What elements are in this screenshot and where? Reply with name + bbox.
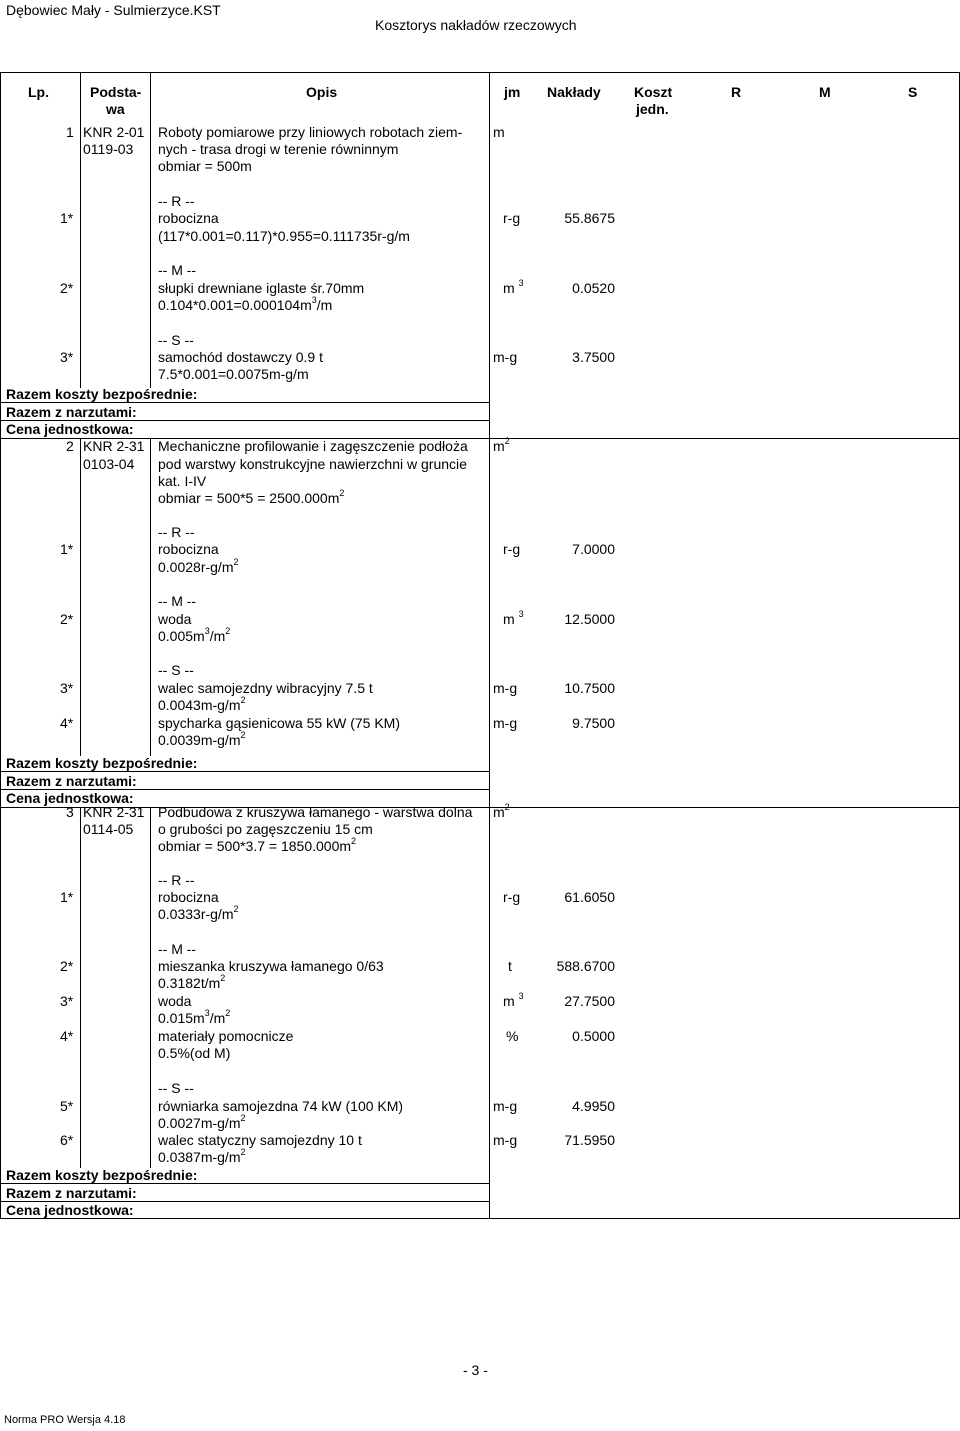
resource-norm: 0.5%(od M) bbox=[158, 1045, 231, 1061]
summary-unit-price: Cena jednostkowa: bbox=[6, 421, 134, 437]
position-measure: obmiar = $500*3.7 = 1850.000m^2$ bbox=[158, 836, 357, 854]
position-unit: m bbox=[493, 124, 505, 140]
resource-unit: m $^3$ bbox=[503, 609, 524, 627]
position-basis: KNR 2-01 bbox=[83, 124, 145, 140]
col-lp: Lp. bbox=[28, 84, 49, 100]
col-opis: Opis bbox=[306, 84, 338, 100]
resource-unit: m-g bbox=[493, 715, 518, 731]
resource-quantity: 588.6700 bbox=[556, 958, 615, 974]
resource-name: materiały pomocnicze bbox=[158, 1028, 294, 1044]
group-label-r: -- R -- bbox=[158, 193, 195, 209]
summary-unit-price: Cena jednostkowa: bbox=[6, 1202, 134, 1218]
resource-norm: $0.0039m-g/m^2$ bbox=[158, 730, 246, 748]
position-measure: obmiar = 500m bbox=[158, 158, 252, 174]
resource-quantity: 12.5000 bbox=[564, 611, 615, 627]
group-label-s: -- S -- bbox=[158, 662, 194, 678]
summary-with-markups: Razem z narzutami: bbox=[6, 1185, 137, 1201]
summary-with-markups: Razem z narzutami: bbox=[6, 773, 137, 789]
resource-norm: (117*0.001=0.117)*0.955=0.111735r-g/m bbox=[158, 228, 410, 244]
resource-name: mieszanka kruszywa łamanego 0/63 bbox=[158, 958, 384, 974]
resource-name: słupki drewniane iglaste śr.70mm bbox=[158, 280, 365, 296]
group-label-m: -- M -- bbox=[158, 941, 197, 957]
resource-norm: 7.5*0.001=0.0075m-g/m bbox=[158, 366, 309, 382]
resource-unit: % bbox=[506, 1028, 519, 1044]
resource-norm: $0.104*0.001=0.000104m^3/m$ bbox=[158, 295, 333, 313]
resource-quantity: 0.0520 bbox=[572, 280, 615, 296]
resource-unit: r-g bbox=[503, 889, 521, 905]
resource-lp: 2* bbox=[60, 280, 74, 296]
resource-quantity: 7.0000 bbox=[572, 541, 615, 557]
resource-lp: 1* bbox=[60, 541, 74, 557]
position-basis: KNR 2-31 bbox=[83, 804, 145, 820]
resource-name: walec samojezdny wibracyjny 7.5 t bbox=[158, 680, 373, 696]
group-label-r: -- R -- bbox=[158, 872, 195, 888]
col-s: S bbox=[908, 84, 918, 100]
position-description: Mechaniczne profilowanie i zagęszczenie podłoża bbox=[158, 438, 468, 454]
position-number: 3 bbox=[66, 804, 74, 820]
col-m: M bbox=[819, 84, 831, 100]
summary-with-markups: Razem z narzutami: bbox=[6, 404, 137, 420]
resource-norm: $0.3182t/m^2$ bbox=[158, 973, 226, 991]
group-label-m: -- M -- bbox=[158, 262, 197, 278]
position-number: 2 bbox=[66, 438, 74, 454]
resource-norm: $0.0333r-g/m^2$ bbox=[158, 904, 239, 922]
resource-unit: t bbox=[508, 958, 512, 974]
resource-norm: $0.0028r-g/m^2$ bbox=[158, 557, 239, 575]
resource-norm: $0.0387m-g/m^2$ bbox=[158, 1147, 246, 1165]
summary-direct-costs: Razem koszty bezpośrednie: bbox=[6, 1167, 198, 1183]
resource-lp: 5* bbox=[60, 1098, 74, 1114]
software-version: Norma PRO Wersja 4.18 bbox=[4, 1414, 126, 1426]
col-koszt-cont: jedn. bbox=[636, 101, 669, 117]
position-description: o grubości po zagęszczeniu 15 cm bbox=[158, 821, 373, 837]
group-label-r: -- R -- bbox=[158, 524, 195, 540]
resource-lp: 3* bbox=[60, 349, 74, 365]
resource-quantity: 10.7500 bbox=[564, 680, 615, 696]
resource-name: robocizna bbox=[158, 541, 219, 557]
resource-unit: m-g bbox=[493, 1098, 518, 1114]
position-description: pod warstwy konstrukcyjne nawierzchni w gruncie bbox=[158, 456, 467, 472]
resource-name: samochód dostawczy 0.9 t bbox=[158, 349, 323, 365]
resource-quantity: 61.6050 bbox=[564, 889, 615, 905]
position-basis-code: 0103-04 bbox=[83, 456, 135, 472]
page-number: - 3 - bbox=[463, 1362, 488, 1378]
position-measure: obmiar = $500*5 = 2500.000m^2$ bbox=[158, 488, 345, 506]
resource-lp: 4* bbox=[60, 715, 74, 731]
position-basis: KNR 2-31 bbox=[83, 438, 145, 454]
resource-name: robocizna bbox=[158, 889, 219, 905]
resource-quantity: 3.7500 bbox=[572, 349, 615, 365]
resource-norm: $0.015m^3/m^2$ bbox=[158, 1008, 231, 1026]
resource-name: spycharka gąsienicowa 55 kW (75 KM) bbox=[158, 715, 400, 731]
resource-name: woda bbox=[158, 993, 192, 1009]
col-koszt: Koszt bbox=[634, 84, 673, 100]
resource-quantity: 0.5000 bbox=[572, 1028, 615, 1044]
col-podstawa: Podsta- bbox=[90, 84, 142, 100]
resource-quantity: 55.8675 bbox=[564, 210, 615, 226]
col-naklady: Nakłady bbox=[547, 84, 601, 100]
group-label-s: -- S -- bbox=[158, 1080, 194, 1096]
resource-quantity: 9.7500 bbox=[572, 715, 615, 731]
document-title: Kosztorys nakładów rzeczowych bbox=[375, 17, 577, 33]
position-description: nych - trasa drogi w terenie równinnym bbox=[158, 141, 399, 157]
resource-unit: r-g bbox=[503, 210, 521, 226]
resource-norm: $0.0027m-g/m^2$ bbox=[158, 1113, 246, 1131]
resource-lp: 3* bbox=[60, 993, 74, 1009]
project-title: Dębowiec Mały - Sulmierzyce.KST bbox=[6, 2, 221, 18]
resource-name: równiarka samojezdna 74 kW (100 KM) bbox=[158, 1098, 404, 1114]
position-basis-code: 0119-03 bbox=[83, 141, 134, 157]
summary-direct-costs: Razem koszty bezpośrednie: bbox=[6, 386, 198, 402]
resource-lp: 3* bbox=[60, 680, 74, 696]
position-number: 1 bbox=[66, 124, 74, 140]
col-podstawa-cont: wa bbox=[106, 101, 125, 117]
resource-name: woda bbox=[158, 611, 192, 627]
resource-lp: 6* bbox=[60, 1132, 74, 1148]
group-label-s: -- S -- bbox=[158, 332, 194, 348]
resource-norm: $0.0043m-g/m^2$ bbox=[158, 695, 246, 713]
resource-name: robocizna bbox=[158, 210, 219, 226]
resource-unit: m-g bbox=[493, 680, 518, 696]
resource-unit: m $^3$ bbox=[503, 278, 524, 296]
resource-lp: 4* bbox=[60, 1028, 74, 1044]
col-jm: jm bbox=[504, 84, 521, 100]
resource-quantity: 71.5950 bbox=[564, 1132, 615, 1148]
position-unit: $m^2$ bbox=[493, 436, 510, 454]
resource-name: walec statyczny samojezdny 10 t bbox=[158, 1132, 362, 1148]
position-basis-code: 0114-05 bbox=[83, 821, 134, 837]
summary-direct-costs: Razem koszty bezpośrednie: bbox=[6, 755, 198, 771]
resource-lp: 1* bbox=[60, 889, 74, 905]
resource-lp: 2* bbox=[60, 611, 74, 627]
resource-unit: m-g bbox=[493, 1132, 518, 1148]
resource-lp: 1* bbox=[60, 210, 74, 226]
resource-unit: m-g bbox=[493, 349, 518, 365]
position-unit: $m^2$ bbox=[493, 802, 510, 820]
position-description: Roboty pomiarowe przy liniowych robotach ziem- bbox=[158, 124, 463, 140]
resource-quantity: 27.7500 bbox=[564, 993, 615, 1009]
col-r: R bbox=[731, 84, 742, 100]
position-description: Podbudowa z kruszywa łamanego - warstwa dolna bbox=[158, 804, 473, 820]
resource-lp: 2* bbox=[60, 958, 74, 974]
resource-unit: r-g bbox=[503, 541, 521, 557]
resource-unit: m $^3$ bbox=[503, 991, 524, 1009]
summary-unit-price: Cena jednostkowa: bbox=[6, 790, 134, 806]
resource-norm: $0.005m^3/m^2$ bbox=[158, 626, 231, 644]
position-description: kat. I-IV bbox=[158, 473, 207, 489]
resource-quantity: 4.9950 bbox=[572, 1098, 615, 1114]
group-label-m: -- M -- bbox=[158, 593, 197, 609]
